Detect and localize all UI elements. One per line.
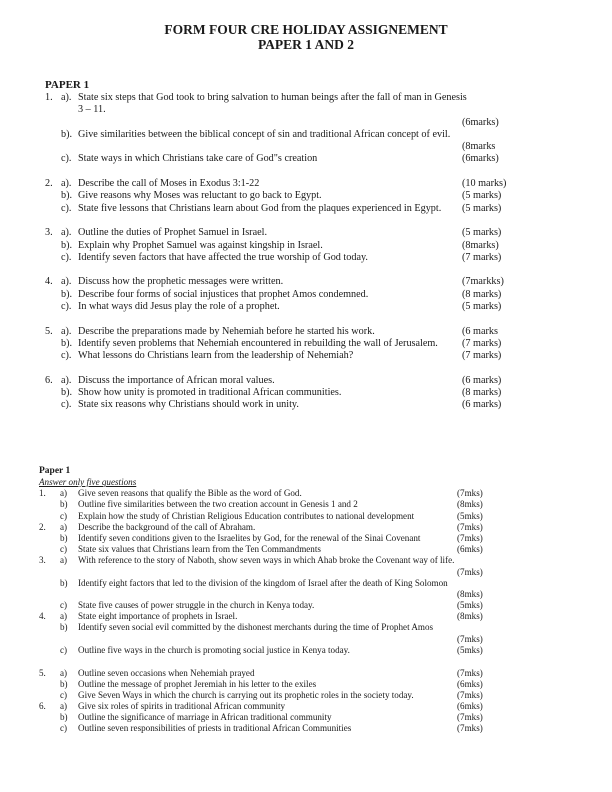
question-part <box>39 555 489 566</box>
part-label: b). <box>61 190 73 202</box>
question-3 <box>45 227 515 264</box>
question-2 <box>39 522 489 556</box>
question-text: Identify seven conditions given to the Israelites by God, for the renewal of the Sinai Covenant <box>78 532 421 543</box>
part-label: a). <box>61 227 72 239</box>
question-part <box>39 645 489 656</box>
document-title: FORM FOUR CRE HOLIDAY ASSIGNEMENT <box>164 22 448 37</box>
question-number: 4. <box>45 276 53 288</box>
question-part <box>45 190 515 202</box>
question-number: 4. <box>39 611 46 622</box>
question-part <box>45 387 515 399</box>
question-part <box>45 240 515 252</box>
part-label: a) <box>60 667 68 678</box>
part-label: c). <box>61 301 72 313</box>
marks-line <box>45 141 515 153</box>
question-text: Outline the duties of Prophet Samuel in Israel. <box>78 227 267 239</box>
marks-line <box>39 634 489 645</box>
question-text: Outline seven responsibilities of priests in traditional African Communities <box>78 723 352 734</box>
part-label: a) <box>60 611 68 622</box>
question-3 <box>39 555 489 611</box>
marks: (8mks) <box>457 499 483 510</box>
marks: (8 marks) <box>462 288 502 300</box>
question-text: What lessons do Christians learn from the leadership of Nehemiah? <box>78 350 354 362</box>
marks: (7mks) <box>457 532 483 543</box>
question-part <box>39 533 489 544</box>
question-text-continued <box>45 104 515 116</box>
marks: (7 marks) <box>462 350 502 362</box>
marks: (5mks) <box>457 510 483 521</box>
question-text: Describe four forms of social injustices that prophet Amos condemned. <box>78 288 369 300</box>
question-text: Give reasons why Moses was reluctant to go back to Egypt. <box>78 190 322 202</box>
marks: (5 marks) <box>462 301 502 313</box>
marks: (6marks) <box>462 153 499 165</box>
part-label: a) <box>60 521 68 532</box>
part-label: c). <box>61 153 72 165</box>
question-part <box>45 227 515 239</box>
question-part <box>45 289 515 301</box>
question-2 <box>45 178 515 215</box>
question-6 <box>45 375 515 412</box>
part-label: c). <box>61 251 72 263</box>
question-4 <box>39 611 489 656</box>
question-text: Show how unity is promoted in traditional African communities. <box>78 387 342 399</box>
marks: (5mks) <box>457 600 483 611</box>
marks: (7mks) <box>457 723 483 734</box>
question-text: Outline five ways in the church is promoting social justice in Kenya today. <box>78 644 350 655</box>
question-part <box>45 338 515 350</box>
question-text: Explain why Prophet Samuel was against kingship in Israel. <box>78 239 323 251</box>
part-label: b) <box>60 678 68 689</box>
question-part <box>39 511 489 522</box>
part-label: b). <box>61 387 73 399</box>
question-part <box>39 622 489 633</box>
marks-line <box>39 589 489 600</box>
question-5 <box>45 326 515 363</box>
part-label: c) <box>60 544 68 555</box>
marks: (5 marks) <box>462 227 502 239</box>
question-4 <box>45 276 515 313</box>
question-text: Describe the background of the call of Abraham. <box>78 521 256 532</box>
question-text: Identify seven problems that Nehemiah encountered in rebuilding the wall of Jerusalem. <box>78 337 438 349</box>
question-part <box>39 712 489 723</box>
marks: (8mks) <box>457 588 483 599</box>
paper-1-section <box>45 79 515 424</box>
question-text: Identify seven factors that have affected the true worship of God today. <box>78 251 368 263</box>
question-part <box>39 611 489 622</box>
marks: (5 marks) <box>462 202 502 214</box>
marks: (7mks) <box>457 712 483 723</box>
marks: (7mks) <box>457 521 483 532</box>
question-part <box>45 375 515 387</box>
question-text: State ways in which Christians take care of God"s creation <box>78 153 318 165</box>
question-part <box>45 178 515 190</box>
question-text: Describe the call of Moses in Exodus 3:1-22 <box>78 178 260 190</box>
question-text: Describe the preparations made by Nehemiah before he started his work. <box>78 325 375 337</box>
marks: (7mks) <box>457 667 483 678</box>
question-part <box>39 544 489 555</box>
question-part <box>39 488 489 499</box>
question-number: 2. <box>39 521 46 532</box>
question-1 <box>45 92 515 166</box>
marks: (6mks) <box>457 701 483 712</box>
paper-1-alt-section <box>39 466 489 735</box>
question-text: State six values that Christians learn from the Ten Commandments <box>78 544 321 555</box>
instruction: Answer only five questions <box>39 477 137 487</box>
marks: (10 marks) <box>462 178 507 190</box>
question-part <box>39 522 489 533</box>
question-1 <box>39 488 489 522</box>
part-label: b) <box>60 532 68 543</box>
question-part <box>45 326 515 338</box>
marks: (6mks) <box>457 678 483 689</box>
section-heading: PAPER 1 <box>45 79 90 91</box>
question-part <box>39 668 489 679</box>
question-number: 2. <box>45 178 53 190</box>
question-part <box>45 92 515 104</box>
question-text: Give seven reasons that qualify the Bible as the word of God. <box>78 488 302 499</box>
part-label: a) <box>60 488 68 499</box>
question-text-cont: 3 – 11. <box>78 104 106 116</box>
part-label: b). <box>61 288 73 300</box>
question-text: Outline the message of prophet Jeremiah in his letter to the exiles <box>78 678 317 689</box>
question-text: State six steps that God took to bring salvation to human beings after the fall of man in Genesis <box>78 92 467 103</box>
part-label: c). <box>61 350 72 362</box>
question-text: State eight importance of prophets in Israel. <box>78 611 238 622</box>
marks: (7mks) <box>457 488 483 499</box>
part-label: a) <box>60 701 68 712</box>
question-part <box>45 350 515 362</box>
part-label: b) <box>60 499 68 510</box>
marks: (7mks) <box>457 689 483 700</box>
marks: (7mks) <box>457 633 483 644</box>
part-label: a). <box>61 178 72 190</box>
part-label: a). <box>61 374 72 386</box>
question-text: Outline seven occasions when Nehemiah prayed <box>78 667 255 678</box>
part-label: b) <box>60 712 68 723</box>
part-label: b) <box>60 622 68 633</box>
part-label: c) <box>60 600 68 611</box>
marks: (7markks) <box>462 276 504 288</box>
marks: (8mks) <box>457 611 483 622</box>
marks: (8marks) <box>462 239 499 251</box>
question-number: 5. <box>45 325 53 337</box>
marks: (6mks) <box>457 544 483 555</box>
question-text: Give similarities between the biblical concept of sin and traditional African concept of evil. <box>78 128 451 140</box>
question-text: Give six roles of spirits in traditional African community <box>78 701 286 712</box>
question-part <box>45 129 515 141</box>
question-part <box>45 203 515 215</box>
part-label: c) <box>60 510 68 521</box>
question-text: With reference to the story of Naboth, show seven ways in which Ahab broke the Covenant way of life. <box>78 555 455 566</box>
marks: (8marks <box>462 141 496 153</box>
marks: (6 marks <box>462 325 498 337</box>
marks: (7mks) <box>457 566 483 577</box>
part-label: c) <box>60 644 68 655</box>
question-number: 5. <box>39 667 46 678</box>
marks: (7 marks) <box>462 337 502 349</box>
question-text: Discuss how the prophetic messages were written. <box>78 276 284 288</box>
question-5 <box>39 668 489 702</box>
part-label: c). <box>61 202 72 214</box>
part-label: b) <box>60 577 68 588</box>
question-part <box>39 679 489 690</box>
question-number: 3. <box>45 227 53 239</box>
question-part <box>39 499 489 510</box>
question-part <box>45 276 515 288</box>
question-part <box>39 723 489 734</box>
marks: (8 marks) <box>462 387 502 399</box>
question-text: Discuss the importance of African moral values. <box>78 374 275 386</box>
question-part <box>39 578 489 589</box>
question-text: Give Seven Ways in which the church is carrying out its prophetic roles in the society today. <box>78 689 414 700</box>
question-part <box>45 301 515 313</box>
question-text: Identify eight factors that led to the division of the kingdom of Israel after the death of King Solomon <box>78 577 448 588</box>
question-number: 6. <box>39 701 46 712</box>
question-text: Outline five similarities between the two creation account in Genesis 1 and 2 <box>78 499 358 510</box>
part-label: b). <box>61 128 73 140</box>
marks: (6marks) <box>462 116 499 128</box>
spacer <box>39 656 489 668</box>
part-label: c) <box>60 723 68 734</box>
part-label: a) <box>60 555 68 566</box>
question-number: 6. <box>45 374 53 386</box>
part-label: b). <box>61 337 73 349</box>
marks-line <box>45 117 515 129</box>
part-label: a). <box>61 276 72 288</box>
marks-line <box>39 567 489 578</box>
question-part <box>45 252 515 264</box>
part-label: a). <box>61 92 72 103</box>
part-label: c) <box>60 689 68 700</box>
question-part <box>45 399 515 411</box>
question-part <box>39 600 489 611</box>
question-part <box>45 153 515 165</box>
question-text: State six reasons why Christians should work in unity. <box>78 399 299 411</box>
marks: (6 marks) <box>462 399 502 411</box>
question-number: 1. <box>39 488 46 499</box>
question-text: State five causes of power struggle in the church in Kenya today. <box>78 600 315 611</box>
question-6 <box>39 701 489 735</box>
part-label: c). <box>61 399 72 411</box>
question-number: 1. <box>45 92 53 103</box>
question-number: 3. <box>39 555 46 566</box>
question-text: State five lessons that Christians learn about God from the plaques experienced in Egypt. <box>78 202 442 214</box>
question-part <box>39 690 489 701</box>
question-text: Identify seven social evil committed by the dishonest merchants during the time of Prophet Amos <box>78 622 434 633</box>
part-label: b). <box>61 239 73 251</box>
marks: (5mks) <box>457 644 483 655</box>
marks: (7 marks) <box>462 251 502 263</box>
part-label: a). <box>61 325 72 337</box>
question-text: Explain how the study of Christian Religious Education contributes to national development <box>78 510 415 521</box>
question-text: In what ways did Jesus play the role of a prophet. <box>78 301 280 313</box>
section-heading: Paper 1 <box>39 466 71 476</box>
document-subtitle: PAPER 1 AND 2 <box>257 37 355 52</box>
question-text: Outline the significance of marriage in African traditional community <box>78 712 332 723</box>
question-part <box>39 701 489 712</box>
marks: (5 marks) <box>462 190 502 202</box>
marks: (6 marks) <box>462 374 502 386</box>
